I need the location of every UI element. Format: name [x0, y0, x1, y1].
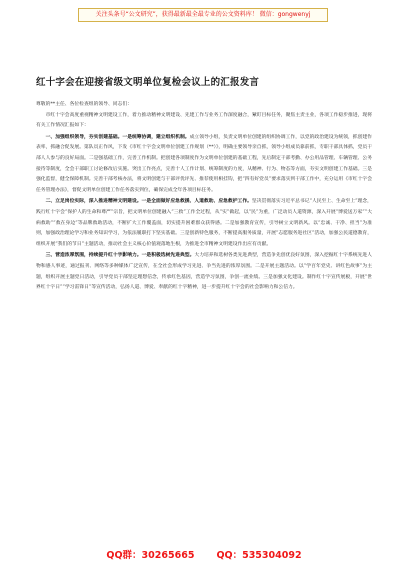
qq-group-label: QQ群：30265665 — [106, 550, 195, 561]
paragraph-section-3 — [36, 250, 372, 293]
document-body — [36, 100, 372, 540]
section-1-heading: 一、加强组织领导，夯实创建基础。一是统筹协调，建立组织机制。 — [45, 133, 190, 140]
section-2-heading: 二、立足岗位实际，深入推进精神文明建设。一是全面做好应急救援、人道救助、应急救护工作。 — [45, 198, 252, 205]
paragraph-section-1 — [36, 132, 372, 197]
paragraph-section-2 — [36, 196, 372, 250]
salutation: 尊敬的**主任、各位检查组的领导、同志们： — [36, 102, 132, 107]
promo-banner: 关注头条号“公文研究”，获得最新最全最专业的公文资料库！ 微信：gongwenyj — [78, 8, 328, 22]
qq-label: QQ：535304092 — [216, 550, 302, 561]
section-3-text: 大力培养和选树各类先进典型，营造争先创优良好氛围，深入挖掘红十字系统先进人物和感人事迹，通过报刊、网络等多种媒体广泛宣传，在全社会形成学习先进、争当先进的浓厚氛围。二是开展主题活动。以“学百年党史、讲红色故事”为主题，组织开展主题党日活动，引导党员干部坚定理想信念，传承红色基因，营造学习氛围，争创一流业绩。三是加强文化建设。制作红十字宣传展板，开展“世界红十字日”“学习雷锋日”等宣传活动，弘扬人道、博爱、奉献的红十字精神，进一步提升红十字会的社会影响力和公信力。 — [36, 253, 372, 291]
document-title: 红十字会在迎接省级文明单位复检会议上的汇报发言 — [36, 77, 260, 88]
section-1-text: 成立领导小组，负责文明单位创建的组织协调工作，以党的政治建设为统领，抓创建作表率，抓融合促发展。第队员正作风，下发《市红十字会文明单位创建工作规划（**）》，明确主要领导亲自抓，领导小组成员靠前抓，专职干部具体抓，党员干部人人参与的良好局面。二是强基础工作，完善工作机制。把创建各项制度作为文明单位创建的基础工程，先后制定干部考勤、办公用品管理、车辆管理、公务接待等制度，全会干部职工讨论修改后实施。突出工作亮点，完善十人工作计划、统筹制度的力度，从精神、行为、物态等方面，夯实文明创建工作基础。三是强化监督，健全保障机制。完善干部考核办法，将文明创建与干部评优评先、推荐使用相挂钩，把“四有好党员”要求落实到干部工作中，充分运用《市红十字会任务管理办法》，督促文明单位创建工作任务落实到位，确保完成全年各项目标任务。 — [36, 134, 372, 193]
section-3-heading: 三、营造浓厚氛围，持续提升红十字影响力。一是积极选树先进典型。 — [45, 252, 195, 259]
section-2-text: 坚决贯彻落实习近平总书记“人民至上、生命至上”理念，践行红十字会“保护人的生命和尊严”宗旨，把文明单位创建融入“三救”工作全过程，从“实”做起，以“民”为重，广泛动员人道资源，深入开展“博爱送万家”“大病救助”“救在身边”等品牌救助活动，不断扩大工作覆盖面，切实提升困难群众获得感。二是加强教育宣传，引导树立文明新风。以“忠诚、干净、担当”为准则，加强政治理论学习和业务知识学习，为依法履职打下坚实基础。三是创新特色服务，不断提高服务质量，开展“志愿服务进社区”活动，加强公民道德教育，组织开展“我们的节日”主题活动，推动社会主义核心价值观落地生根，为推进全市精神文明建设作出应有贡献。 — [36, 199, 372, 247]
contact-footer — [0, 547, 408, 567]
paragraph-intro: 市红十字会高度重视精神文明建设工作，着力推动精神文明建设、先建工作与业务工作深度融合，紧盯目标任务，聚焦主责主业，各项工作稳步推进，现将有关工作情况汇报如下： — [36, 112, 372, 129]
